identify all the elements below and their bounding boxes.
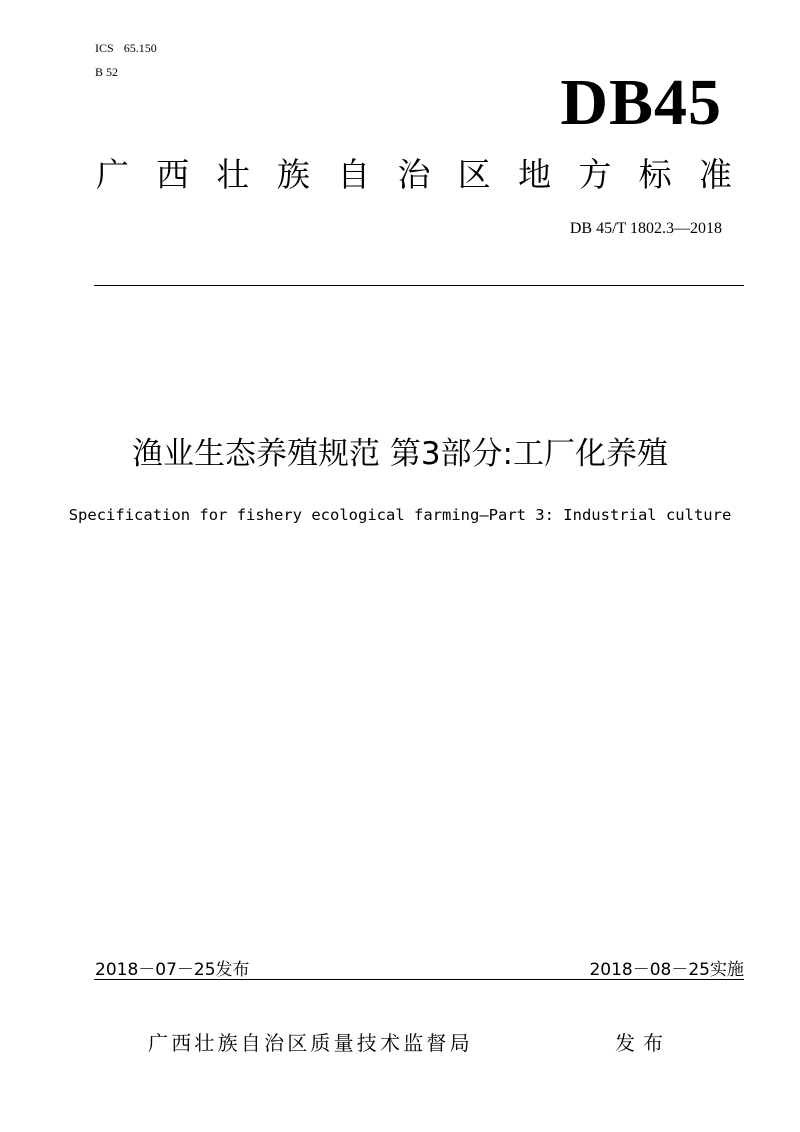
issuing-action: 发布 bbox=[615, 1031, 671, 1055]
document-title-chinese: 渔业生态养殖规范 第3部分:工厂化养殖 bbox=[131, 436, 669, 472]
issue-date: 2018－07－25发布 bbox=[95, 960, 250, 980]
standard-class-char: 族 bbox=[276, 155, 310, 194]
standard-class-char: 地 bbox=[518, 155, 552, 194]
ics-label: ICS bbox=[95, 41, 114, 55]
top-divider bbox=[94, 285, 744, 286]
db-code-logo: DB45 bbox=[560, 66, 722, 139]
ics-classification bbox=[95, 41, 157, 55]
bottom-divider bbox=[94, 979, 744, 980]
implementation-date: 2018－08－25实施 bbox=[589, 960, 744, 980]
standard-class-char: 区 bbox=[457, 155, 491, 194]
standard-class-char: 方 bbox=[578, 155, 612, 194]
standard-class-char: 壮 bbox=[216, 155, 250, 194]
ics-code: 65.150 bbox=[123, 41, 157, 55]
standard-class-char: 标 bbox=[638, 155, 672, 194]
standard-number: DB 45/T 1802.3—2018 bbox=[569, 220, 722, 237]
standard-class-char: 西 bbox=[156, 155, 190, 194]
standard-class-char: 准 bbox=[698, 155, 732, 194]
standard-class-title bbox=[96, 153, 732, 197]
standard-class-char: 自 bbox=[337, 155, 371, 194]
standard-class-char: 广 bbox=[96, 155, 129, 194]
ccs-classification: B 52 bbox=[95, 65, 119, 79]
document-title-english: Specification for fishery ecological farming—Part 3: Industrial culture bbox=[68, 506, 732, 524]
issuing-authority: 广西壮族自治区质量技术监督局 bbox=[148, 1031, 473, 1055]
standard-class-char: 治 bbox=[397, 155, 431, 194]
